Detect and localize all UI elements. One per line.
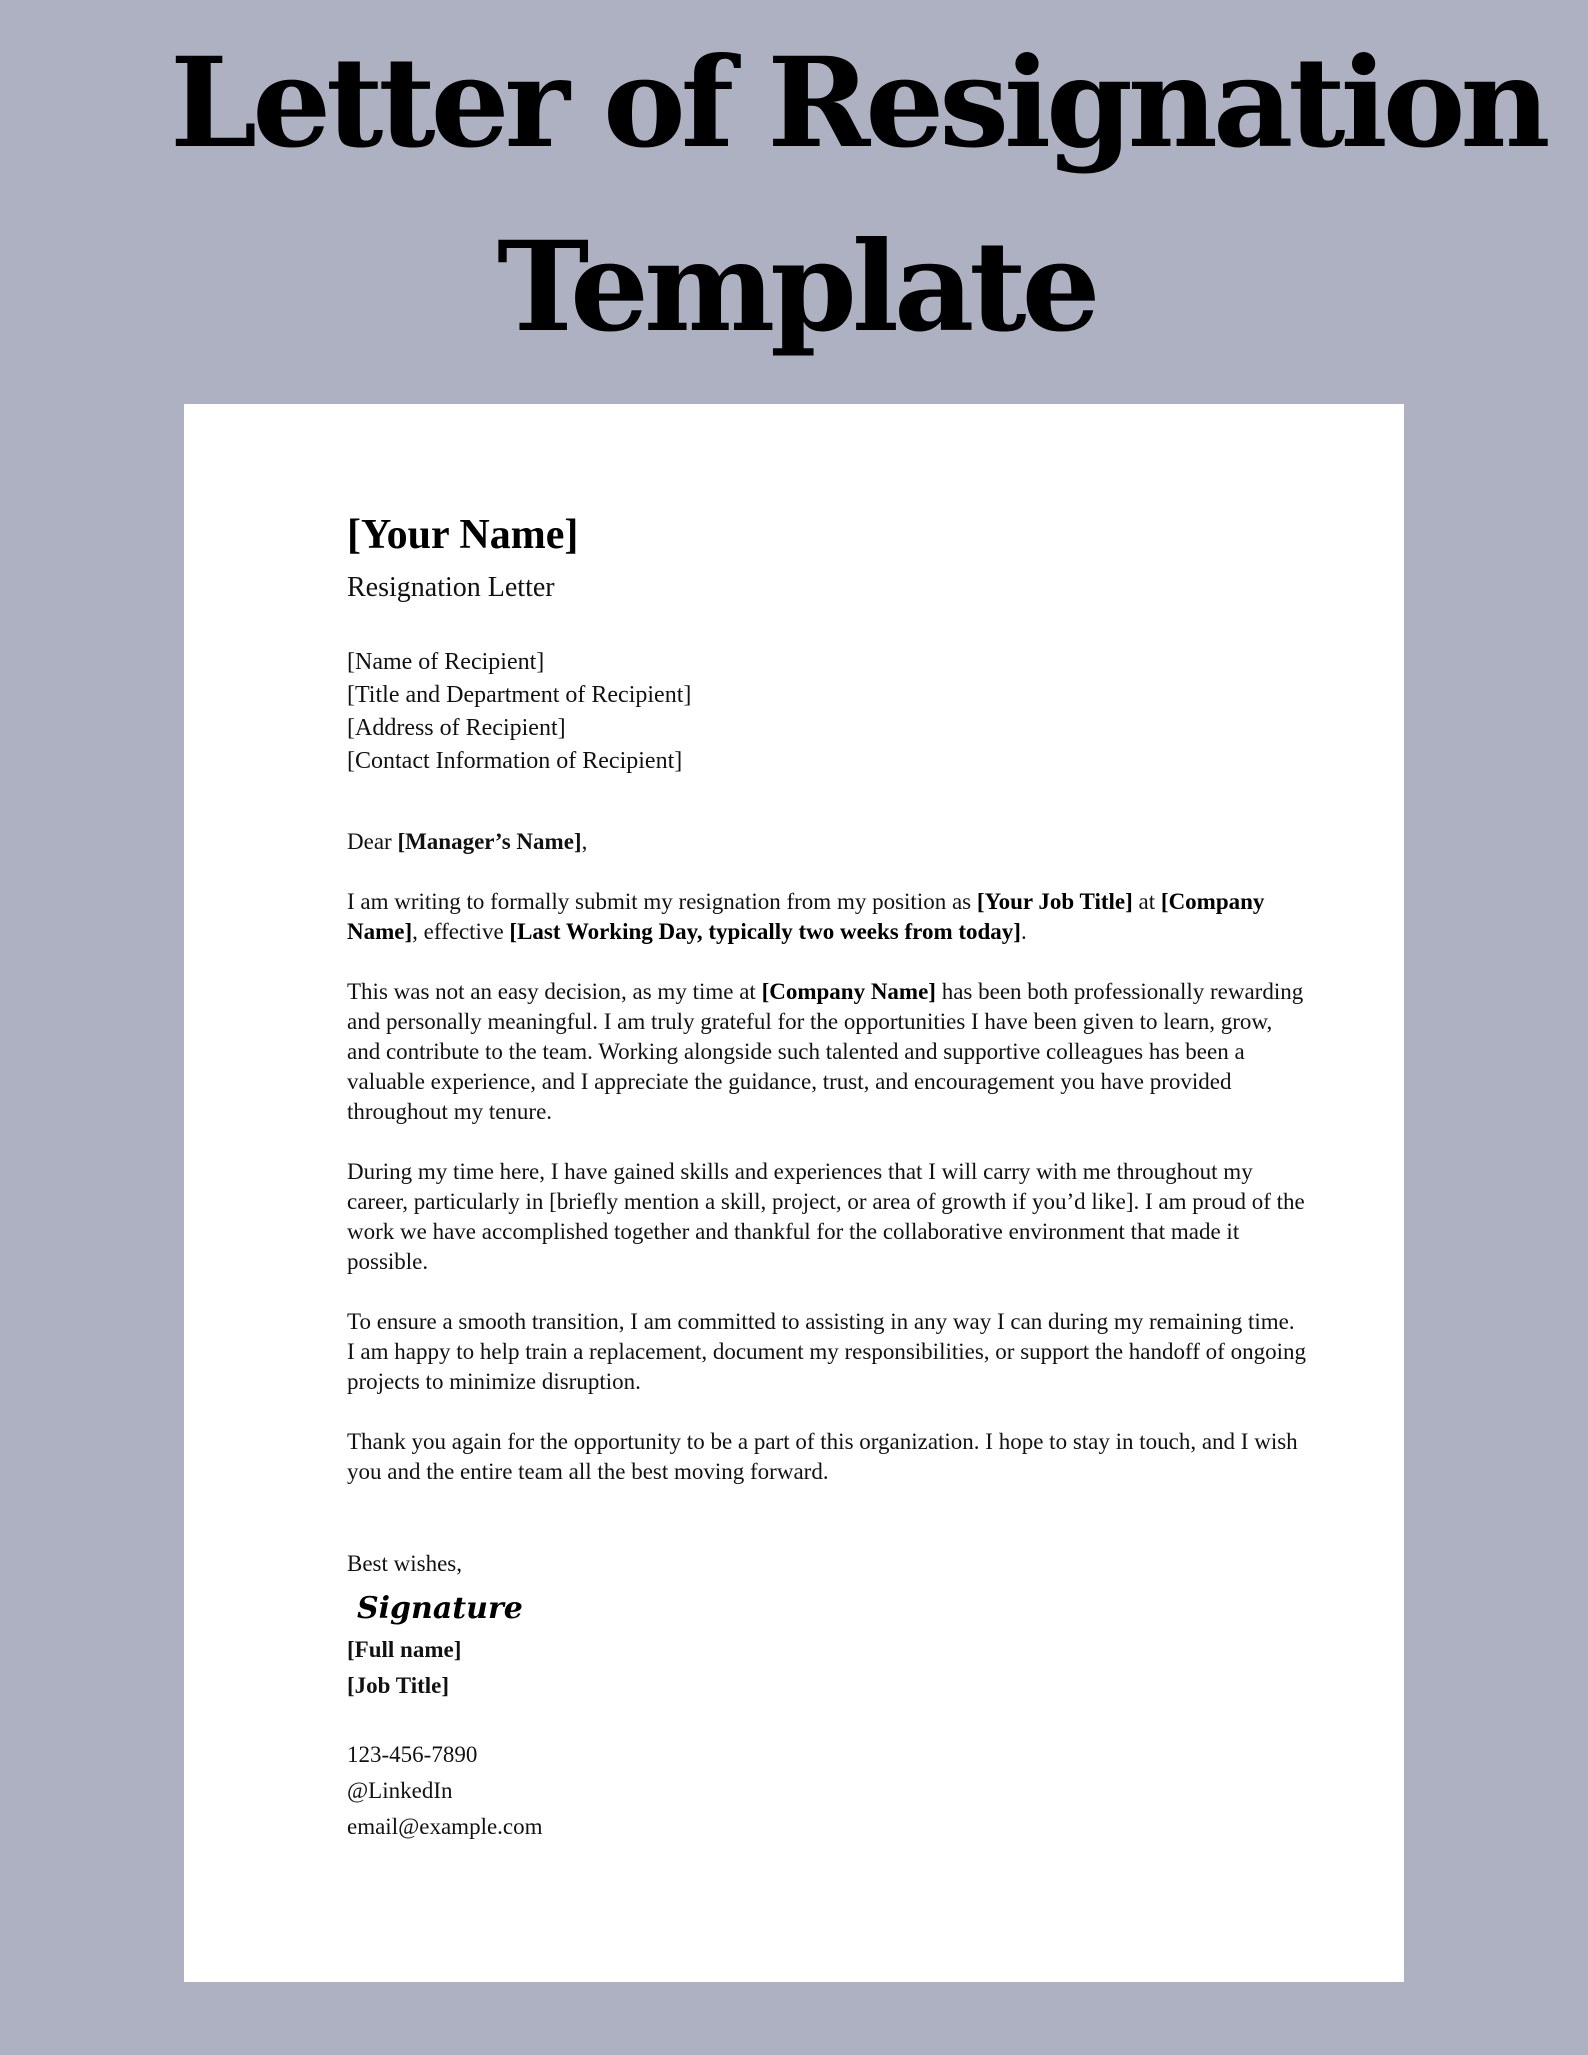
recipient-block	[347, 646, 1307, 778]
company-name-placeholder: [Company Name]	[347, 889, 1265, 944]
contact-block	[347, 1737, 1307, 1845]
recipient-name: [Name of Recipient]	[347, 649, 545, 675]
letter-body	[347, 510, 1307, 1845]
letter-subtitle: Resignation Letter	[347, 572, 555, 603]
job-title-signature: [Job Title]	[347, 1673, 450, 1698]
paragraph-1-text-a: I am writing to formally submit my resignation from my position as	[347, 889, 977, 914]
full-name-placeholder: [Full name]	[347, 1637, 462, 1662]
last-working-day-placeholder: [Last Working Day, typically two weeks from today]	[509, 919, 1021, 944]
greeting-prefix: Dear	[347, 829, 398, 854]
paragraph-1-text-c: , effective	[412, 919, 510, 944]
greeting-suffix: ,	[581, 829, 588, 854]
page-title-line-1: Letter of Resignation	[170, 31, 1546, 176]
paragraph-4: To ensure a smooth transition, I am committed to assisting in any way I can during my remaining time. I am happy to help train a replacement, document my responsibilities, or support the handoff of ongoing projects to minimize disruption.	[347, 1309, 1306, 1394]
recipient-contact: [Contact Information of Recipient]	[347, 748, 683, 774]
company-name-placeholder: [Company Name]	[761, 979, 936, 1004]
greeting	[347, 827, 1307, 857]
closing: Best wishes,	[347, 1551, 462, 1576]
recipient-address: [Address of Recipient]	[347, 715, 566, 741]
paragraph-2-text-a: This was not an easy decision, as my time at	[347, 979, 762, 1004]
paragraph-5: Thank you again for the opportunity to be a part of this organization. I hope to stay in touch, and I wish you and the entire team all the best moving forward.	[347, 1429, 1298, 1484]
paragraph-3: During my time here, I have gained skills and experiences that I will carry with me throughout my career, particularly in [briefly mention a skill, project, or area of growth if you’d like]. I am proud of the work we have accomplished together and thankful for the collaborative environment that made it possible.	[347, 1159, 1305, 1274]
paragraph-1-text-d: .	[1020, 919, 1027, 944]
paragraph-2	[347, 977, 1307, 1127]
paragraph-2-text-b: has been both professionally rewarding and personally meaningful. I am truly grateful for the opportunities I have been given to learn, grow, and contribute to the team. Working alongside such talented and supportive colleagues has been a valuable experience, and I appreciate the guidance, trust, and encouragement you have provided throughout my tenure.	[347, 979, 1304, 1124]
linkedin-handle: @LinkedIn	[347, 1778, 453, 1803]
recipient-title: [Title and Department of Recipient]	[347, 682, 692, 708]
manager-name: [Manager’s Name]	[397, 829, 582, 854]
phone-number: 123-456-7890	[347, 1742, 478, 1767]
letter-sheet	[184, 404, 1404, 1982]
signature: Signature	[357, 1591, 523, 1626]
paragraph-1	[347, 887, 1307, 947]
email-address: email@example.com	[347, 1814, 543, 1839]
sender-name: [Your Name]	[347, 512, 579, 558]
job-title-placeholder: [Your Job Title]	[976, 889, 1133, 914]
page-title-line-2: Template	[497, 215, 1096, 360]
paragraph-1-text-b: at	[1132, 889, 1161, 914]
